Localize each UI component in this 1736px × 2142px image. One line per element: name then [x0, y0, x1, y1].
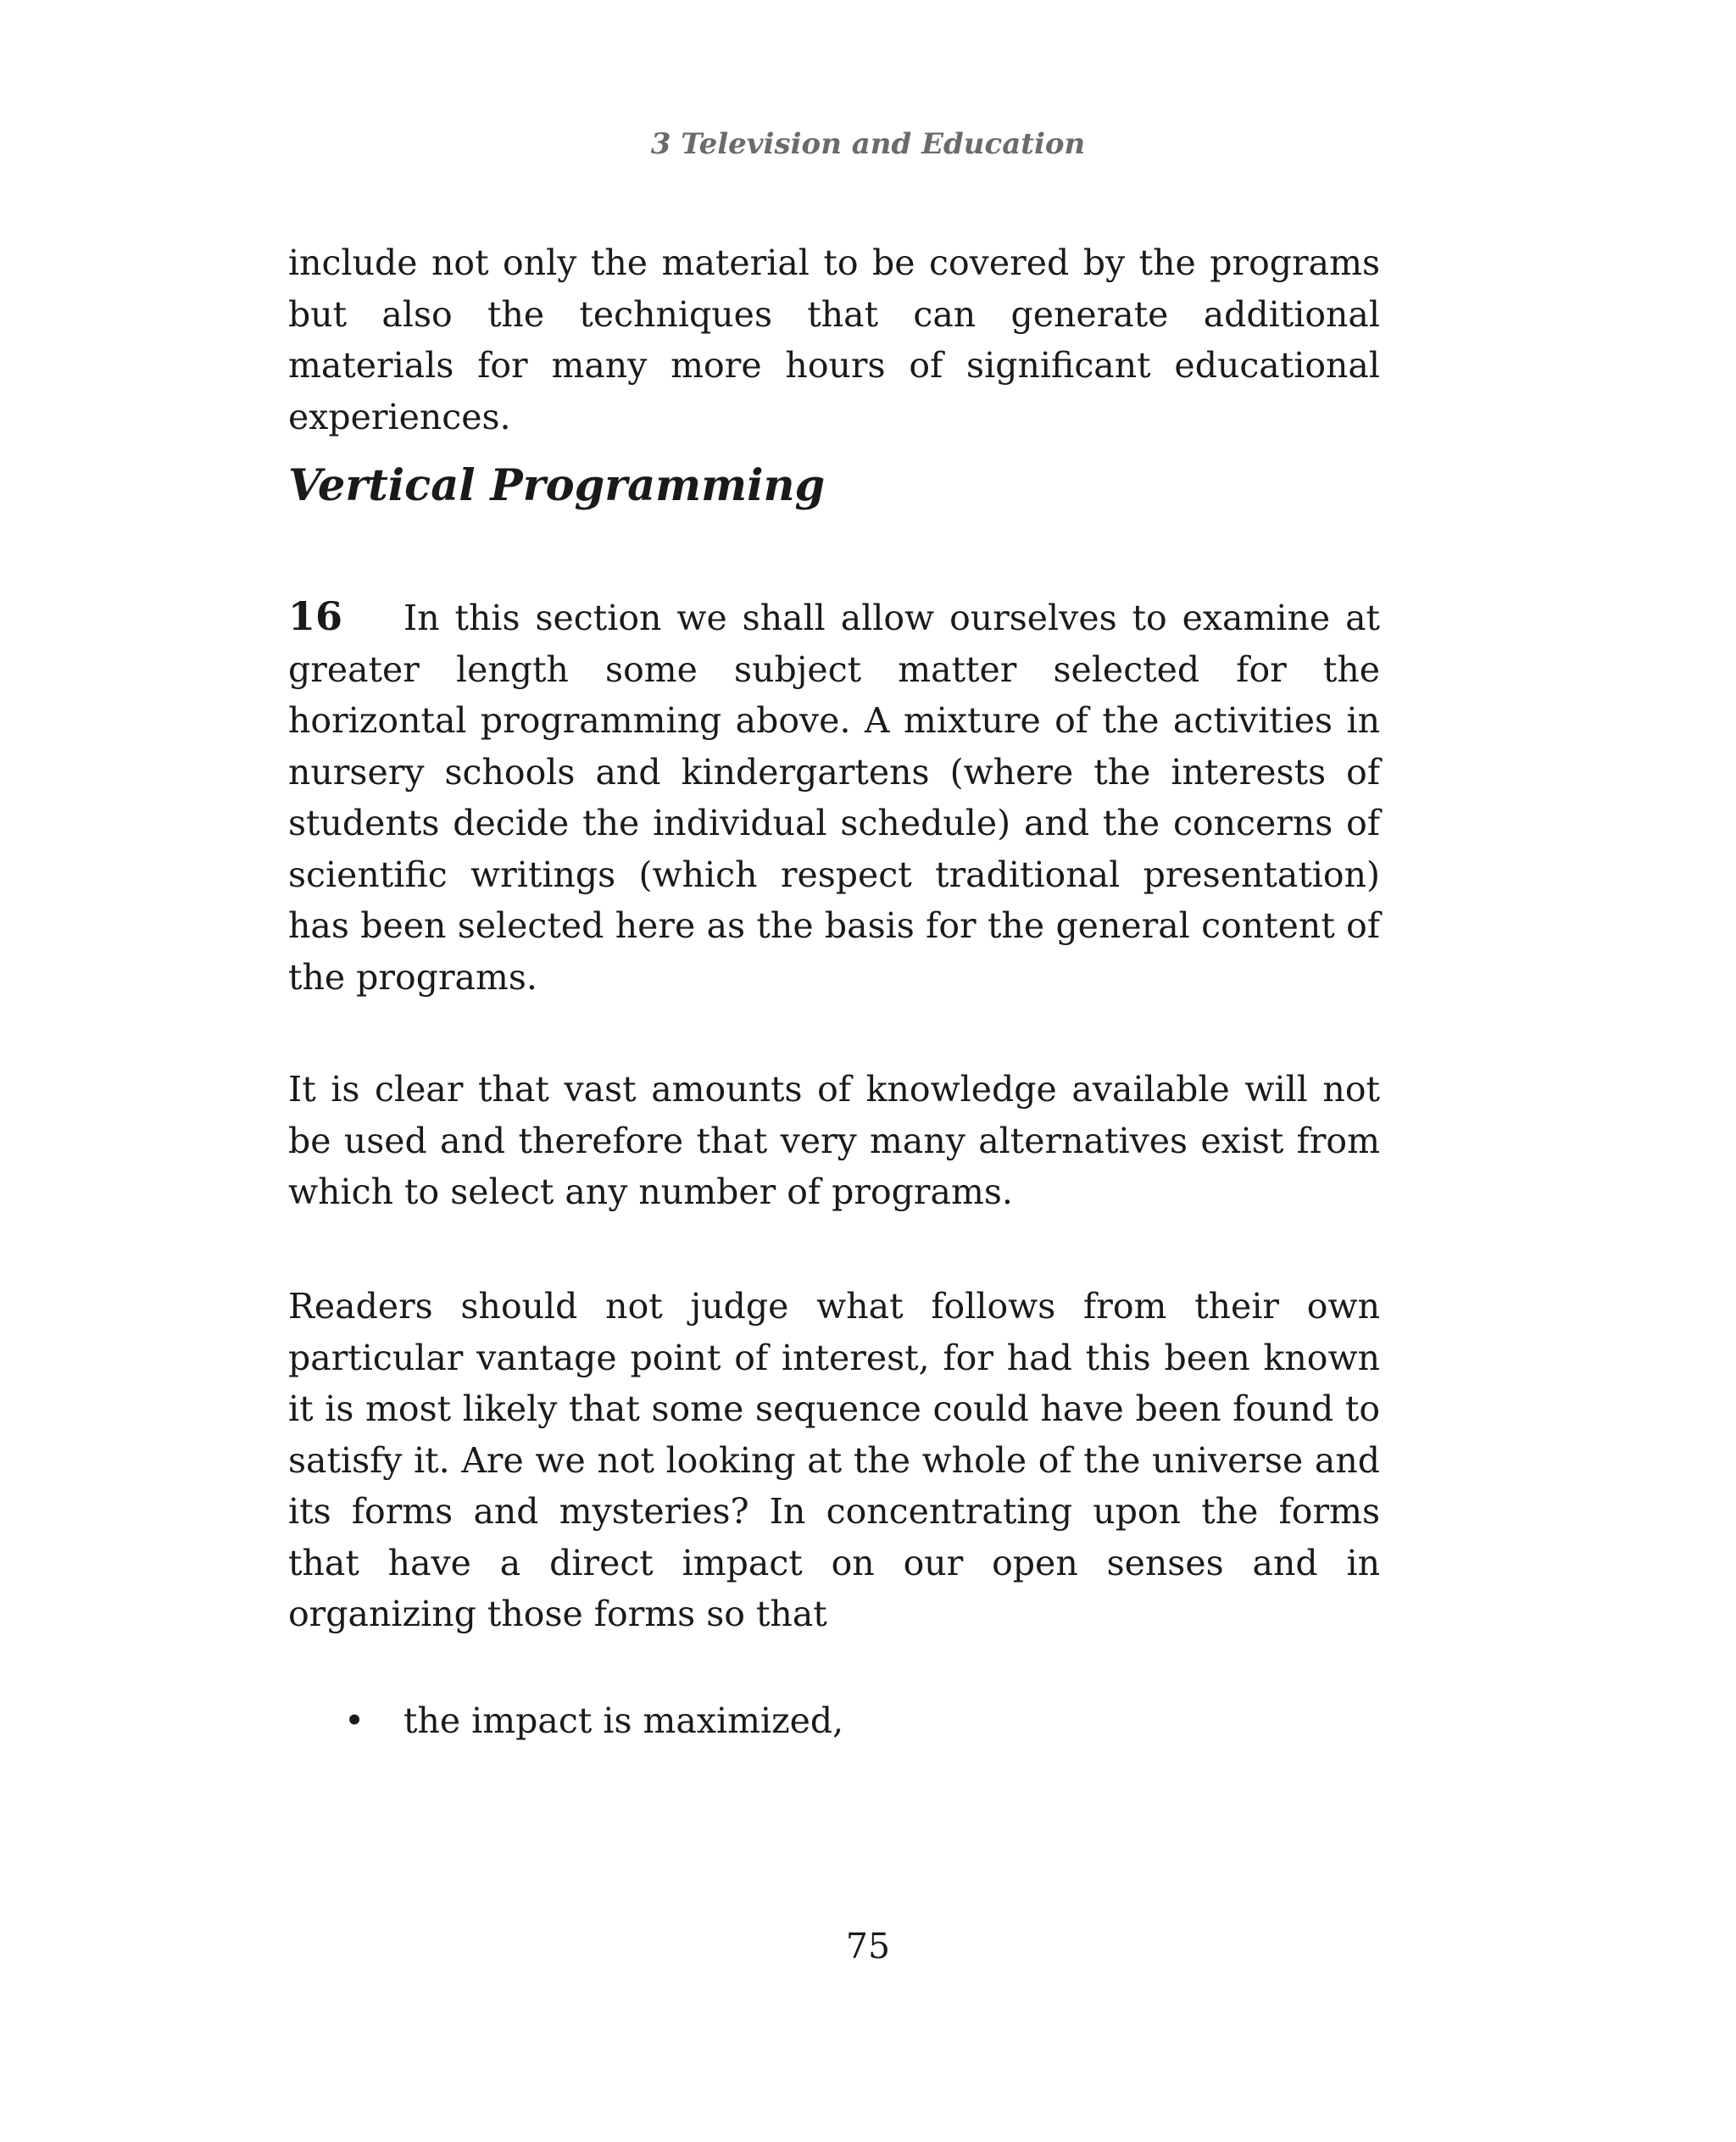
page-number: 75	[845, 1926, 891, 1967]
bullet-text: the impact is maximized,	[403, 1700, 844, 1741]
continuation-paragraph: include not only the material to be covered by the programs but also the techniques that can generate additional materials for many more hours of significant educational experiences.	[288, 242, 1380, 437]
paragraph-readers: Readers should not judge what follows from their own particular vantage point of interest, for had this been known it is most likely that some sequence could have been found to satisfy it. Are we not looking at the whole of the universe and its forms and mysteries? In concentrating upon the forms that have a direct impact on our open senses and in organizing those forms so that	[288, 1286, 1380, 1634]
paragraph-16	[288, 591, 1380, 1003]
paragraph-16-text: In this section we shall allow ourselves to examine at greater length some subject matter selected for the horizontal programming above. A mixture of the activities in nursery schools and kindergartens (where the interests of students decide the individual schedule) and the concerns of scientific writings (which respect traditional presentation) has been selected here as the basis for the general content of the programs.	[288, 598, 1380, 998]
running-header: 3 Television and Education	[650, 127, 1086, 161]
paragraph-knowledge: It is clear that vast amounts of knowledge available will not be used and therefore that very many alternatives exist from which to select any number of programs.	[288, 1069, 1380, 1212]
bullet-icon: •	[344, 1700, 365, 1741]
section-heading: Vertical Programming	[288, 460, 826, 511]
paragraph-number: 16	[288, 593, 343, 639]
